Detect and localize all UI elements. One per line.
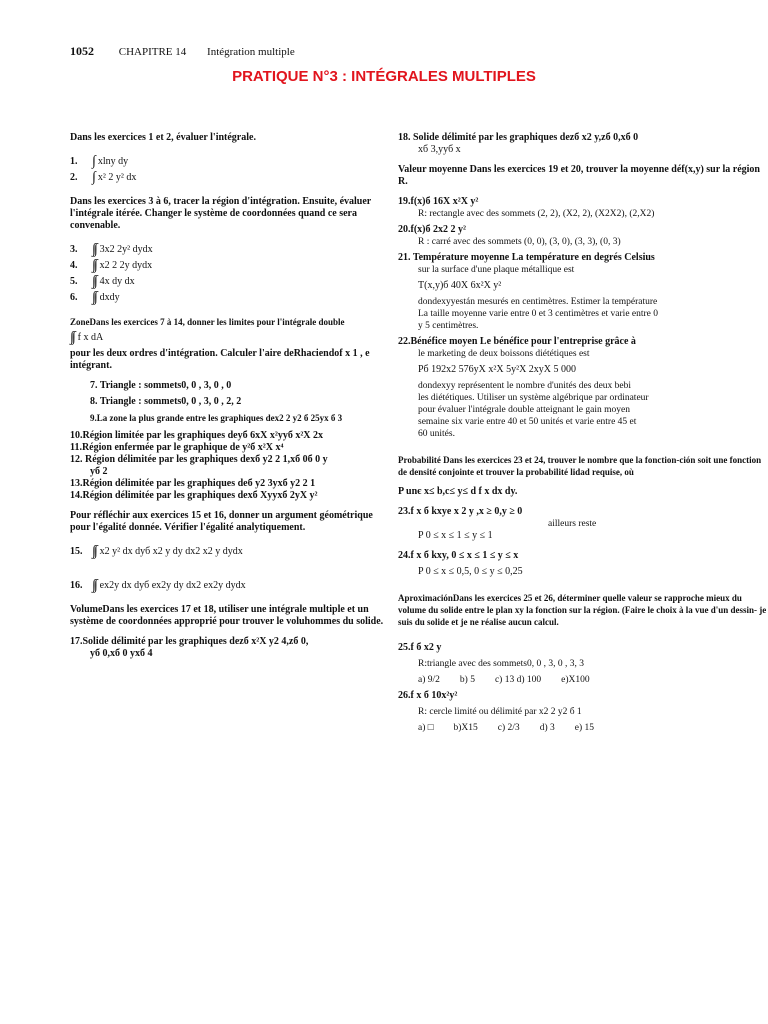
probability-formula: P unє x≤ b,c≤ y≤ d f x dx dy. bbox=[398, 486, 518, 497]
double-integral-da bbox=[70, 332, 392, 344]
page-title: PRATIQUE N°3 : INTÉGRALES MULTIPLES bbox=[232, 68, 536, 85]
intro-ex15-16: Pour réfléchir aux exercices 15 et 16, donner un argument géométrique pour l'égalité donnée. Vérifier l'égalité analytiquement. bbox=[70, 510, 373, 533]
double-integral-icon: ∫∫ bbox=[92, 274, 96, 289]
right-column bbox=[398, 132, 768, 734]
exercise-26-options bbox=[398, 722, 768, 734]
exercise-number: 1. bbox=[70, 156, 78, 167]
exercise-20-region: R : carré avec des sommets (0, 0), (3, 0), (3, 3), (0, 3) bbox=[418, 237, 621, 247]
exercise-18: 18. Solide délimité par les graphiques dezб x2 y,zб 0,xб 0 bbox=[398, 132, 639, 143]
exercise-number: 6. bbox=[70, 292, 78, 303]
exercise-7: 7. Triangle : sommets0, 0 , 3, 0 , 0 bbox=[90, 380, 232, 391]
integral-sign-icon: ∫ bbox=[92, 154, 94, 169]
option-c-d: c) 13 d) 100 bbox=[494, 675, 542, 685]
exercise-11: 11.Région enfermée par le graphique de y²б x²X x⁴ bbox=[70, 442, 284, 453]
exercise-22-text-3: les diététiques. Utiliser un système algébrique par ordinateur bbox=[418, 393, 649, 403]
exercise-17: 17.Solide délimité par les graphiques dezб x²X y2 4,zб 0, bbox=[70, 636, 309, 647]
exercise-2 bbox=[70, 172, 392, 184]
exercise-23-probability: P 0 ≤ x ≤ 1 ≤ y ≤ 1 bbox=[418, 530, 493, 541]
intro-ex19-20: Valeur moyenne Dans les exercices 19 et 20, trouver la moyenne déf(x,y) sur la région R. bbox=[398, 164, 760, 187]
exercise-4 bbox=[70, 260, 392, 272]
option-e: e)X100 bbox=[561, 675, 590, 685]
exercise-number: 15. bbox=[70, 546, 83, 557]
exercise-21-text: sur la surface d'une plaque métallique est bbox=[418, 265, 575, 275]
double-integral-icon: ∫∫ bbox=[92, 290, 96, 305]
exercise-8: 8. Triangle : sommets0, 0 , 3, 0 , 2, 2 bbox=[90, 396, 242, 407]
exercise-1 bbox=[70, 156, 392, 168]
exercise-22-text: le marketing de deux boissons diététiques est bbox=[418, 349, 590, 359]
exercise-22: 22.Bénéfice moyen Le bénéfice pour l'entreprise grâce à bbox=[398, 336, 636, 347]
intro-ex3-6: Dans les exercices 3 à 6, tracer la région d'intégration. Ensuite, évaluer l'intégrale itérée. Changer le système de coordonnées quand ce sera convenable. bbox=[70, 196, 372, 231]
exercise-number: 2. bbox=[70, 172, 78, 183]
left-column bbox=[70, 132, 392, 660]
exercise-17-continued: yб 0,xб 0 yxб 4 bbox=[90, 648, 153, 659]
exercise-26: 26.f x б 10x²y² bbox=[398, 690, 458, 701]
section-label: Intégration multiple bbox=[207, 46, 295, 58]
intro-ex17-18: VolumeDans les exercices 17 et 18, utiliser une intégrale multiple et un système de coordonnées approprié pour trouver le voluhommes du solide. bbox=[70, 604, 384, 627]
exercise-19-region: R: rectangle avec des sommets (2, 2), (X2, 2), (X2X2), (2,X2) bbox=[418, 209, 655, 219]
exercise-number: 5. bbox=[70, 276, 78, 287]
chapter-label: CHAPITRE 14 bbox=[118, 46, 187, 58]
exercise-21-text-3: La taille moyenne varie entre 0 et 3 centimètres et varie entre 0 bbox=[418, 309, 659, 319]
exercise-expression: x² 2 y² dx bbox=[97, 172, 137, 183]
exercise-21-text-2: dondexyyestán mesurés en centimètres. Estimer la température bbox=[418, 297, 658, 307]
exercise-19: 19.f(x)б 16X x²X y² bbox=[398, 196, 479, 207]
exercise-number: 16. bbox=[70, 580, 83, 591]
option-a: a) 9/2 bbox=[418, 675, 440, 685]
exercise-expression: dxdy bbox=[99, 292, 120, 303]
double-integral-icon: ∫∫ bbox=[92, 242, 96, 257]
exercise-expression: f x dA bbox=[77, 332, 104, 343]
exercise-25-region: R:triangle avec des sommets0, 0 , 3, 0 , 3, 3 bbox=[418, 659, 584, 669]
page-number: 1052 bbox=[70, 44, 94, 58]
exercise-expression: ex2y dx dyб ex2y dy dx2 ex2y dydx bbox=[99, 580, 246, 591]
exercise-24-probability: P 0 ≤ x ≤ 0,5, 0 ≤ y ≤ 0,25 bbox=[418, 566, 523, 577]
exercise-12-continued: yб 2 bbox=[90, 466, 108, 477]
exercise-22-text-2: dondexyy représentent le nombre d'unités des deux bebi bbox=[418, 381, 632, 391]
double-integral-icon: ∫∫ bbox=[70, 330, 74, 345]
exercise-15 bbox=[70, 546, 392, 558]
option-c: c) 2/3 bbox=[497, 723, 520, 733]
exercise-22-formula: Pб 192x2 576yX x²X 5y²X 2xyX 5 000 bbox=[418, 364, 577, 375]
exercise-21-text-4: y 5 centimètres. bbox=[418, 321, 479, 331]
exercise-expression: x2 y² dx dyб x2 y dy dx2 x2 y dydx bbox=[99, 546, 243, 557]
option-a: a) □ bbox=[418, 723, 434, 733]
intro-ex23-24: Probabilité Dans les exercices 23 et 24, trouver le nombre que la fonction-ción soit une fonction de densité conjointe et trouver la probabilité lidad requise, où bbox=[398, 455, 762, 477]
exercise-12: 12. Région délimitée par les graphiques dexб y2 2 1,xб 0б 0 y bbox=[70, 454, 328, 465]
option-d: d) 3 bbox=[539, 723, 555, 733]
exercise-22-text-6: 60 unités. bbox=[418, 429, 455, 439]
exercise-number: 4. bbox=[70, 260, 78, 271]
intro-ex1-2: Dans les exercices 1 et 2, évaluer l'intégrale. bbox=[70, 132, 256, 143]
intro-ex7-14-continued: pour les deux ordres d'intégration. Calculer l'aire deRhaciendof x 1 , e intégrant. bbox=[70, 348, 370, 371]
exercise-22-text-4: pour évaluer l'intégrale double atteignant le gain moyen bbox=[418, 405, 630, 415]
exercise-9: 9.La zone la plus grande entre les graphiques dex2 2 y2 б 25yx б 3 bbox=[90, 413, 343, 423]
exercise-expression: 3x2 2y² dydx bbox=[99, 244, 153, 255]
exercise-18-continued: xб 3,yyб x bbox=[418, 144, 461, 155]
exercise-20: 20.f(x)б 2x2 2 y² bbox=[398, 224, 466, 235]
exercise-25: 25.f б x2 y bbox=[398, 642, 442, 653]
intro-ex25-26: AproximaciónDans les exercices 25 et 26, déterminer quelle valeur se rapproche mieux du volume du solide entre le plan xy la fonction sur la région. (Faire le choix à la vue d'un dessin- je suis du solide et je ne réalise aucun calcul. bbox=[398, 593, 767, 627]
exercise-21: 21. Température moyenne La température en degrés Celsius bbox=[398, 252, 655, 263]
exercise-24: 24.f x б kxy, 0 ≤ x ≤ 1 ≤ y ≤ x bbox=[398, 550, 519, 561]
exercise-16 bbox=[70, 580, 392, 592]
intro-ex7-14: ZoneDans les exercices 7 à 14, donner les limites pour l'intégrale double bbox=[70, 317, 345, 327]
exercise-14: 14.Région délimitée par les graphiques dexб Xyyxб 2yX y² bbox=[70, 490, 318, 501]
exercise-23: 23.f x б kxye x 2 y ,x ≥ 0,y ≥ 0 bbox=[398, 506, 523, 517]
exercise-expression: 4x dy dx bbox=[99, 276, 135, 287]
exercise-26-region: R: cercle limité ou délimité par x2 2 y2 б 1 bbox=[418, 707, 582, 717]
integral-sign-icon: ∫ bbox=[92, 170, 94, 185]
double-integral-icon: ∫∫ bbox=[92, 578, 96, 593]
running-header bbox=[70, 44, 295, 59]
exercise-25-options bbox=[398, 674, 768, 686]
exercise-3 bbox=[70, 244, 392, 256]
double-integral-icon: ∫∫ bbox=[92, 544, 96, 559]
double-integral-icon: ∫∫ bbox=[92, 258, 96, 273]
exercise-number: 3. bbox=[70, 244, 78, 255]
exercise-expression: xlny dy bbox=[97, 156, 129, 167]
exercise-22-text-5: semaine six varie entre 40 et 50 unités et varie entre 45 et bbox=[418, 417, 637, 427]
exercise-13: 13.Région délimitée par les graphiques deб y2 3yxб y2 2 1 bbox=[70, 478, 316, 489]
exercise-expression: x2 2 2y dydx bbox=[99, 260, 153, 271]
option-e: e) 15 bbox=[574, 723, 594, 733]
exercise-10: 10.Région limitée par les graphiques deyб 6xX x²yyб x²X 2x bbox=[70, 430, 324, 441]
option-b: b) 5 bbox=[459, 675, 475, 685]
exercise-6 bbox=[70, 292, 392, 304]
exercise-5 bbox=[70, 276, 392, 288]
option-b: b)X15 bbox=[453, 723, 478, 733]
exercise-23-otherwise: ailleurs reste bbox=[548, 519, 597, 529]
exercise-21-formula: T(x,y)б 40X 6x²X y² bbox=[418, 280, 502, 291]
